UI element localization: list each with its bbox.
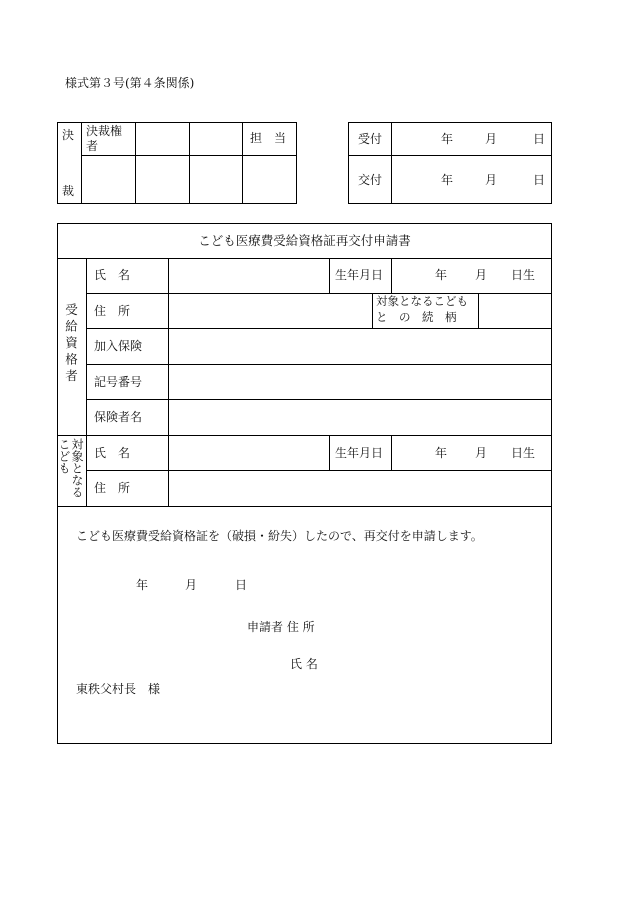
child-name-label: 氏 名 [94,446,131,460]
statement-date-year: 年 [136,578,149,592]
insurer-name-field[interactable] [169,400,551,434]
uketsuke-year: 年 [441,132,454,146]
applicant-address-field[interactable] [330,614,540,638]
symbol-number-field[interactable] [169,365,551,398]
dob-label: 生年月日 [335,268,384,282]
kofu-year: 年 [441,173,454,187]
form-title: こども医療費受給資格証再交付申請書 [198,233,411,248]
statement-date-day: 日 [235,578,248,592]
kofu-day: 日 [533,173,546,187]
name-label: 氏 名 [94,268,131,282]
child-section-label-2: こども [57,438,71,474]
dob-year: 年 [435,268,448,282]
child-dob-label: 生年月日 [335,446,384,460]
recipient-section-label: 受給資格者 [63,303,79,386]
recipient-name-field[interactable] [169,259,328,292]
child-dob-day: 日生 [511,446,536,460]
child-dob-month: 月 [475,446,488,460]
dob-day: 日生 [511,268,536,282]
relationship-label-line1: 対象となるこども [376,294,468,308]
child-address-label: 住 所 [94,481,131,495]
dob-month: 月 [475,268,488,282]
address-label: 住 所 [94,304,131,318]
child-dob-year: 年 [435,446,448,460]
statement-body: こども医療費受給資格証を（破損・紛失）したので、再交付を申請します。 [76,529,483,543]
relationship-field[interactable] [479,294,551,327]
kessai-label-bottom: 裁 [62,184,75,198]
applicant-address-label: 申請者 住 所 [247,620,315,634]
form-number: 様式第３号(第４条関係) [65,76,195,90]
insurance-field[interactable] [169,329,551,363]
uketsuke-label: 受付 [358,132,383,146]
recipient-address-field[interactable] [169,294,371,327]
insurer-name-label: 保険者名 [94,410,143,424]
child-name-field[interactable] [169,436,328,469]
kofu-month: 月 [485,173,498,187]
stamp-3[interactable] [190,156,241,203]
relationship-label-line2: と の 続 柄 [376,310,457,324]
authority-label: 決裁権者 [86,124,123,153]
applicant-name-label: 氏 名 [290,657,318,671]
stamp-2[interactable] [136,156,188,203]
child-section-label-1: 対象となる [70,438,84,498]
kofu-label: 交付 [358,173,383,187]
tanto-label: 担 当 [250,131,287,145]
kessai-label-top: 決 [62,128,75,142]
uketsuke-day: 日 [533,132,546,146]
statement-date-month: 月 [185,578,198,592]
addressee: 東秩父村長 様 [76,682,161,696]
stamp-authority[interactable] [82,156,134,203]
applicant-name-field[interactable] [330,651,540,675]
symbol-number-label: 記号番号 [94,375,143,389]
child-address-field[interactable] [169,471,551,505]
insurance-label: 加入保険 [94,339,143,353]
uketsuke-month: 月 [485,132,498,146]
stamp-tanto[interactable] [243,156,296,203]
